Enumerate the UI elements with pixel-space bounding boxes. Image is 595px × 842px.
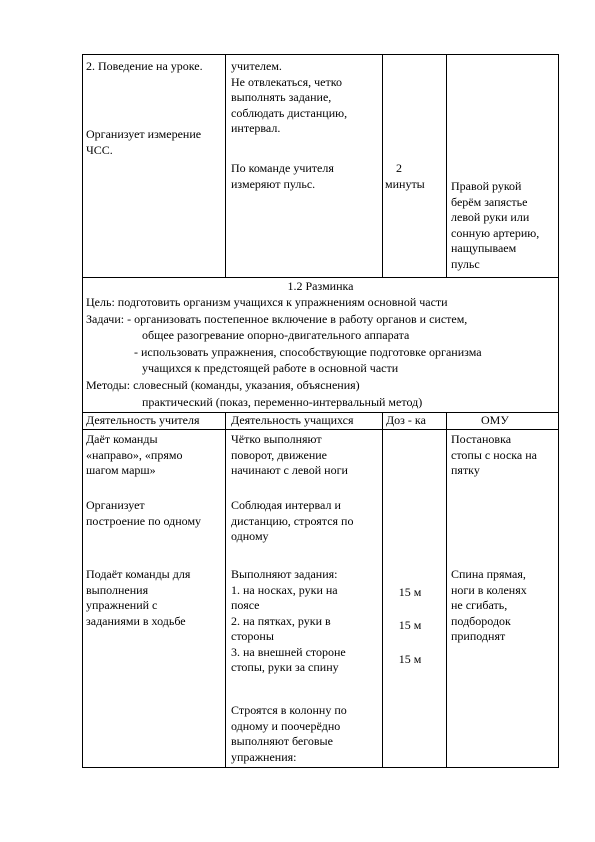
row1-col1-top: 2. Поведение на уроке. bbox=[86, 59, 203, 73]
table-top-border bbox=[82, 54, 559, 55]
teacher-activity-3: Подаёт команды для выполнения упражнений с заданиями в ходьбе bbox=[86, 567, 191, 628]
dose-1: 15 м bbox=[398, 585, 422, 599]
warmup-tasks-line3: - использовать упражнения, способствующие подготовке организма bbox=[134, 345, 482, 359]
warmup-tasks-line2: общее разогревание опорно-двигательного аппарата bbox=[142, 328, 410, 342]
header-bottom-border bbox=[82, 429, 559, 430]
warmup-tasks-line1: Задачи: - организовать постепенное включение в работу органов и систем, bbox=[86, 312, 468, 326]
row1-col1-bottom: Организует измерение ЧСС. bbox=[86, 127, 202, 157]
dose-3: 15 м bbox=[398, 652, 422, 666]
students-activity-3: Выполняют задания: 1. на носках, руки на поясе 2. на пятках, руки в стороны 3. на внешней стороне стопы, руки за спину bbox=[231, 567, 346, 674]
row1-col2-top: учителем. Не отвлекаться, четко выполнять задание, соблюдать дистанцию, интервал. bbox=[231, 59, 348, 135]
header-dose: Доз - ка bbox=[386, 413, 426, 427]
table-right-border bbox=[558, 54, 559, 768]
table-bottom-border bbox=[82, 767, 559, 768]
col-divider-1-bottom bbox=[225, 412, 226, 768]
col-divider-3-bottom bbox=[446, 412, 447, 768]
students-activity-1: Чётко выполняют поворот, движение начинают с левой ноги bbox=[231, 432, 348, 477]
header-students: Деятельность учащихся bbox=[231, 413, 354, 427]
row1-col2-bottom: По команде учителя измеряют пульс. bbox=[231, 161, 334, 191]
row1-bottom-border bbox=[82, 277, 559, 278]
col-divider-3-top bbox=[446, 54, 447, 277]
teacher-activity-2: Организует построение по одному bbox=[86, 498, 202, 528]
teacher-activity-1: Даёт команды «направо», «прямо шагом марш» bbox=[86, 432, 183, 477]
table-left-border bbox=[82, 54, 83, 768]
dose-2: 15 м bbox=[398, 618, 422, 632]
warmup-methods-line1: Методы: словесный (команды, указания, объяснения) bbox=[86, 378, 360, 392]
omu-1: Постановка стопы с носка на пятку bbox=[451, 432, 537, 477]
col-divider-2-top bbox=[382, 54, 383, 277]
header-teacher: Деятельность учителя bbox=[86, 413, 200, 427]
students-activity-2: Соблюдая интервал и дистанцию, строятся по одному bbox=[231, 498, 354, 543]
students-activity-4: Строятся в колонну по одному и поочерёдно выполняют беговые упражнения: bbox=[231, 703, 347, 764]
warmup-title: 1.2 Разминка bbox=[287, 279, 354, 293]
warmup-goal: Цель: подготовить организм учащихся к упражнениям основной части bbox=[86, 295, 448, 309]
header-omu: ОМУ bbox=[481, 413, 509, 427]
omu-2: Спина прямая, ноги в коленях не сгибать, подбородок приподнят bbox=[451, 567, 527, 643]
warmup-tasks-line4: учащихся к предстоящей работе в основной части bbox=[142, 361, 399, 375]
row1-col3: 2 минуты bbox=[385, 161, 425, 191]
col-divider-1-top bbox=[225, 54, 226, 277]
row1-col4: Правой рукой берём запястье левой руки или сонную артерию, нащупываем пульс bbox=[451, 179, 540, 271]
warmup-methods-line2: практический (показ, переменно-интервальный метод) bbox=[142, 395, 423, 409]
